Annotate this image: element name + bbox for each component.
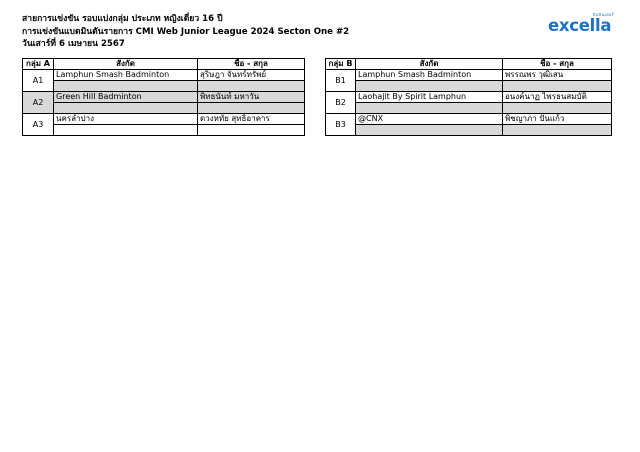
club-cell: Laohajit By Spirit Lamphun (356, 92, 503, 103)
table-row (23, 92, 305, 103)
player-name-cell: อนงค์นาฏ ไพรธนสมบัติ (503, 92, 612, 103)
table-header-row (23, 59, 305, 70)
empty-cell (503, 103, 612, 114)
header-tournament: การแข่งขันแบดมินตันรายการ CMI Web Junior League 2024 Secton One #2 (22, 26, 350, 37)
club-cell: Lamphun Smash Badminton (54, 70, 198, 81)
empty-cell (198, 125, 305, 136)
empty-cell (198, 103, 305, 114)
empty-cell (54, 125, 198, 136)
empty-cell (198, 81, 305, 92)
table-header-row (326, 59, 612, 70)
table-row-spacer (23, 81, 305, 92)
player-name-cell: พรรณพร วุฒิเสน (503, 70, 612, 81)
player-name-cell: สุริษฎา จันทร์ทรัพย์ (198, 70, 305, 81)
table-row-spacer (23, 103, 305, 114)
table-row (326, 114, 612, 125)
table-row (326, 92, 612, 103)
group-a-table (22, 58, 305, 136)
name-header: ชื่อ - สกุล (198, 59, 305, 70)
table-row-spacer (326, 81, 612, 92)
empty-cell (503, 81, 612, 92)
header-date: วันเสาร์ที่ 6 เมษายน 2567 (22, 39, 125, 49)
group-slot-id: A2 (23, 92, 54, 114)
table-row (326, 70, 612, 81)
empty-cell (54, 81, 198, 92)
club-cell: Green Hill Badminton (54, 92, 198, 103)
logo-wordmark: excella (548, 16, 612, 35)
empty-cell (356, 103, 503, 114)
empty-cell (54, 103, 198, 114)
name-header: ชื่อ - สกุล (503, 59, 612, 70)
group-b-header: กลุ่ม B (326, 59, 356, 70)
table-row-spacer (326, 125, 612, 136)
group-slot-id: B3 (326, 114, 356, 136)
table-row-spacer (23, 125, 305, 136)
document-header (22, 13, 349, 51)
table-row-spacer (326, 103, 612, 114)
player-name-cell: ดวงหทัย สุทธิอาคาร (198, 114, 305, 125)
table-row (23, 70, 305, 81)
club-cell: @CNX (356, 114, 503, 125)
club-header: สังกัด (356, 59, 503, 70)
group-b-table (325, 58, 612, 136)
header-title: สายการแข่งขัน รอบแบ่งกลุ่ม ประเภท หญิงเดี่ยว 16 ปี (22, 14, 223, 24)
club-cell: นครลำปาง (54, 114, 198, 125)
group-slot-id: B1 (326, 70, 356, 92)
empty-cell (356, 81, 503, 92)
player-name-cell: พิชญาภา ปันแก้ว (503, 114, 612, 125)
logo-small-text: ปันปันเยอร์ (592, 12, 614, 17)
club-header: สังกัด (54, 59, 198, 70)
club-cell: Lamphun Smash Badminton (356, 70, 503, 81)
group-slot-id: A3 (23, 114, 54, 136)
excella-logo (548, 11, 618, 37)
player-name-cell: พิทธนันท์ มหาวัน (198, 92, 305, 103)
empty-cell (503, 125, 612, 136)
group-slot-id: A1 (23, 70, 54, 92)
group-slot-id: B2 (326, 92, 356, 114)
table-row (23, 114, 305, 125)
group-a-header: กลุ่ม A (23, 59, 54, 70)
empty-cell (356, 125, 503, 136)
